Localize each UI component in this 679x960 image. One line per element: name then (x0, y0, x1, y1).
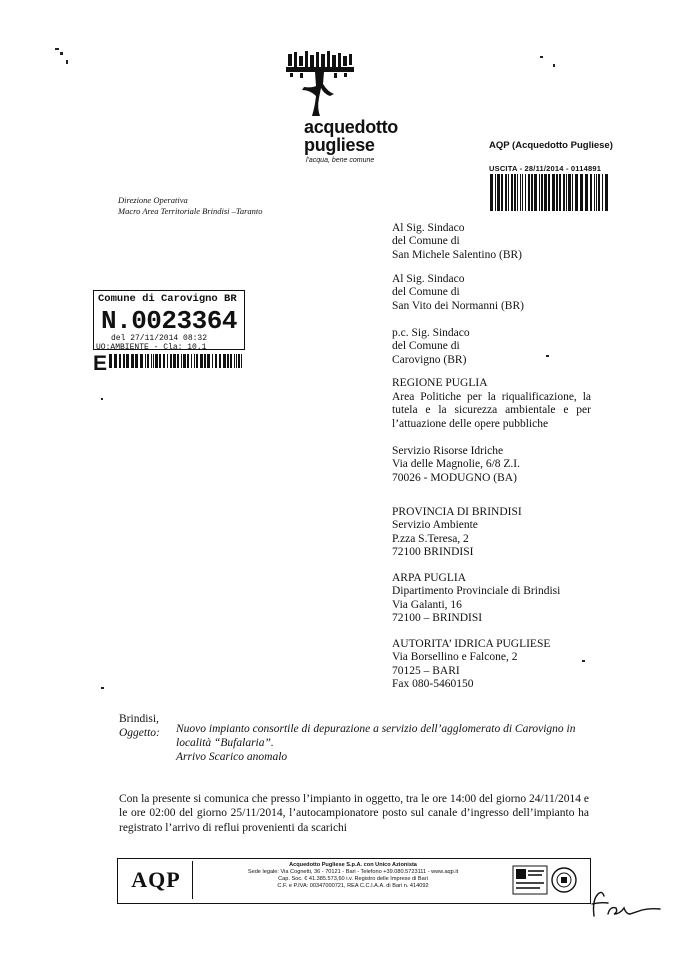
barcode-bar (501, 174, 503, 211)
barcode-bar (227, 354, 229, 368)
stamp-number: N.0023364 (101, 306, 237, 336)
scan-speck (101, 398, 103, 400)
barcode-bar (170, 354, 172, 368)
barcode-bar (575, 174, 578, 211)
barcode-bar (135, 354, 138, 368)
barcode-bar (196, 354, 198, 368)
addressee-line: 72100 BRINDISI (392, 546, 474, 559)
addressee-line: Carovigno (BR) (392, 353, 467, 366)
barcode-bar (223, 354, 226, 368)
barcode-bar (114, 354, 117, 368)
barcode-bar (556, 174, 558, 211)
protocol-out-number: USCITA - 28/11/2014 - 0114891 (489, 164, 602, 173)
subject-line1: Nuovo impianto consortile di depurazione a servizio dell’agglomerato di Carovigno in località “Bufalaria”. (176, 723, 576, 749)
barcode-bar (585, 174, 588, 211)
footer-line: C.F. e P.IVA: 00347000721, REA C.C.I.A.A. di Bari n. 414092 (277, 883, 429, 889)
barcode-bar (155, 354, 158, 368)
barcode-bar (598, 174, 600, 211)
barcode-bar (119, 354, 121, 368)
barcode-bar (131, 354, 134, 368)
footer-line: Sede legale: Via Cognetti, 36 - 70121 - Bari - Telefono +39.080.5723111 - www.aqp.it (247, 869, 459, 875)
subject-line2: Arrivo Scarico anomalo (176, 750, 288, 763)
barcode-bar (163, 354, 165, 368)
addressee-line: Servizio Risorse Idriche (392, 445, 504, 457)
barcode-bar (204, 354, 206, 368)
barcode-bar (495, 174, 496, 211)
barcode-bar (212, 354, 213, 368)
barcode-bar (145, 354, 146, 368)
addressee-line: del Comune di (392, 235, 460, 248)
barcode-bar (566, 174, 567, 211)
barcode-bar (539, 174, 540, 211)
barcode-bar (497, 174, 500, 211)
stamp-uo: UO:AMBIENTE - Cla: 10.1 (96, 343, 207, 352)
direzione-block (118, 195, 263, 217)
addressee-regione-rest (392, 445, 520, 485)
addressee-san-vito (392, 273, 524, 313)
addressee-arpa (392, 572, 560, 626)
addressee-line: ARPA PUGLIA (392, 572, 467, 584)
scan-speck (60, 52, 63, 55)
addressee-line: P.zza S.Teresa, 2 (392, 532, 469, 545)
barcode-bar (596, 174, 597, 211)
protocol-barcode (489, 174, 609, 211)
footer-aqp-logo: AQP (120, 861, 193, 899)
barcode-bar (147, 354, 149, 368)
scan-speck (66, 60, 68, 64)
stamp-comune: Comune di Carovigno BR (98, 293, 237, 305)
sender-label: AQP (Acquedotto Pugliese) (489, 140, 613, 151)
barcode-bar (594, 174, 595, 211)
subject-text (176, 723, 591, 764)
addressee-line: del Comune di (392, 286, 460, 299)
barcode-bar (505, 174, 507, 211)
scan-speck (540, 56, 543, 58)
barcode-bar (194, 354, 195, 368)
barcode-bar (183, 354, 186, 368)
direzione-line1: Direzione Operativa (118, 195, 188, 205)
stamp-date: del 27/11/2014 08:32 (111, 334, 208, 343)
addressee-autorita (392, 638, 550, 692)
barcode-bar (514, 174, 516, 211)
barcode-bar (517, 174, 518, 211)
direzione-line2: Macro Area Territoriale Brindisi –Taranto (118, 206, 263, 216)
barcode-bar (126, 354, 129, 368)
addressee-line: 70125 – BARI (392, 664, 460, 677)
barcode-bar (151, 354, 152, 368)
addressee-line: PROVINCIA DI BRINDISI (392, 506, 522, 518)
barcode-bar (177, 354, 179, 368)
scan-speck (55, 48, 59, 50)
barcode-bar (541, 174, 543, 211)
addressee-line: del Comune di (392, 340, 460, 353)
barcode-bar (534, 174, 537, 211)
barcode-bar (552, 174, 555, 211)
scan-speck (582, 660, 585, 662)
logo-wordmark-line2: pugliese (304, 135, 375, 155)
handwritten-signature (588, 886, 668, 922)
footer-box (117, 858, 591, 904)
barcode-bar (207, 354, 210, 368)
letter-place: Brindisi, (119, 713, 159, 725)
addressee-line: San Michele Salentino (BR) (392, 248, 522, 261)
addressee-line: 70026 - MODUGNO (BA) (392, 471, 517, 484)
barcode-bar (511, 174, 513, 211)
barcode-bar (238, 354, 240, 368)
barcode-bar (181, 354, 182, 368)
aqp-tree-logo-icon (286, 50, 356, 124)
barcode-bar (508, 174, 509, 211)
barcode-bar (187, 354, 189, 368)
barcode-bar (153, 354, 154, 368)
logo-tagline: l'acqua, bene comune (306, 157, 375, 164)
barcode-bar (109, 354, 112, 368)
barcode-bar (200, 354, 203, 368)
scan-speck (546, 355, 549, 357)
barcode-bar (559, 174, 561, 211)
scan-speck (553, 64, 555, 67)
addressee-line: 72100 – BRINDISI (392, 612, 483, 625)
letter-body: Con la presente si comunica che presso l’impianto in oggetto, tra le ore 14:00 del giorno 24/11/2014 e le ore 02:00 del giorno 25/11/2014, l’autocampionatore posto sul canale d’ingresso dell’impianto ha registrato l’arrivo di reflui provenienti da scarichi (119, 793, 589, 834)
stamp-barcode (108, 354, 244, 368)
barcode-bar (522, 174, 523, 211)
barcode-bar (241, 354, 242, 368)
barcode-bar (140, 354, 143, 368)
addressee-line: Al Sig. Sindaco (392, 222, 465, 234)
barcode-bar (234, 354, 235, 368)
addressee-line: San Vito dei Normanni (BR) (392, 299, 524, 312)
barcode-bar (528, 174, 530, 211)
barcode-bar (520, 174, 521, 211)
barcode-bar (159, 354, 161, 368)
addressee-line: Dipartimento Provinciale di Brindisi (392, 585, 561, 598)
barcode-bar (525, 174, 526, 211)
addressee-line: Via Galanti, 16 (392, 598, 462, 611)
logo-wordmark-line1: acquedotto (304, 117, 398, 137)
barcode-bar (191, 354, 192, 368)
addressee-regione-area: Area Politiche per la riqualificazione, la tutela e la sicurezza ambientale e per l’attuazione delle opere pubbliche (392, 391, 591, 430)
addressee-line: Al Sig. Sindaco (392, 273, 465, 285)
subject-label: Oggetto: (119, 727, 160, 739)
stamp-letter: E (93, 352, 108, 375)
barcode-bar (590, 174, 592, 211)
barcode-bar (544, 174, 547, 211)
scan-speck (101, 687, 104, 689)
barcode-bar (605, 174, 608, 211)
barcode-bar (215, 354, 217, 368)
barcode-bar (548, 174, 550, 211)
barcode-bar (236, 354, 237, 368)
footer-line: Cap. Soc. € 41.385.573,60 i.v. Registro delle Imprese di Bari (278, 876, 428, 882)
addressee-line: Fax 080-5460150 (392, 678, 474, 691)
addressee-provincia (392, 506, 522, 560)
barcode-bar (563, 174, 565, 211)
barcode-bar (580, 174, 583, 211)
barcode-bar (123, 354, 125, 368)
certification-marks-icon (512, 863, 584, 897)
barcode-bar (568, 174, 571, 211)
footer-company-info (194, 862, 512, 890)
addressee-regione-name: REGIONE PUGLIA (392, 377, 488, 389)
footer-line: Acquedotto Pugliese S.p.A. con Unico Azionista (289, 862, 417, 868)
arrival-stamp (93, 290, 245, 378)
barcode-bar (490, 174, 493, 211)
addressee-carovigno (392, 327, 470, 367)
barcode-bar (531, 174, 533, 211)
barcode-bar (230, 354, 232, 368)
logo-wordmark (304, 118, 398, 154)
addressee-line: Servizio Ambiente (392, 519, 478, 532)
addressee-san-michele (392, 222, 522, 262)
addressee-line: p.c. Sig. Sindaco (392, 327, 470, 339)
barcode-bar (602, 174, 603, 211)
addressee-line: AUTORITA’ IDRICA PUGLIESE (392, 638, 551, 650)
barcode-bar (219, 354, 221, 368)
addressee-line: Via delle Magnolie, 6/8 Z.I. (392, 458, 521, 471)
barcode-bar (572, 174, 573, 211)
barcode-bar (173, 354, 176, 368)
barcode-bar (167, 354, 168, 368)
addressee-line: Via Borsellino e Falcone, 2 (392, 651, 518, 664)
